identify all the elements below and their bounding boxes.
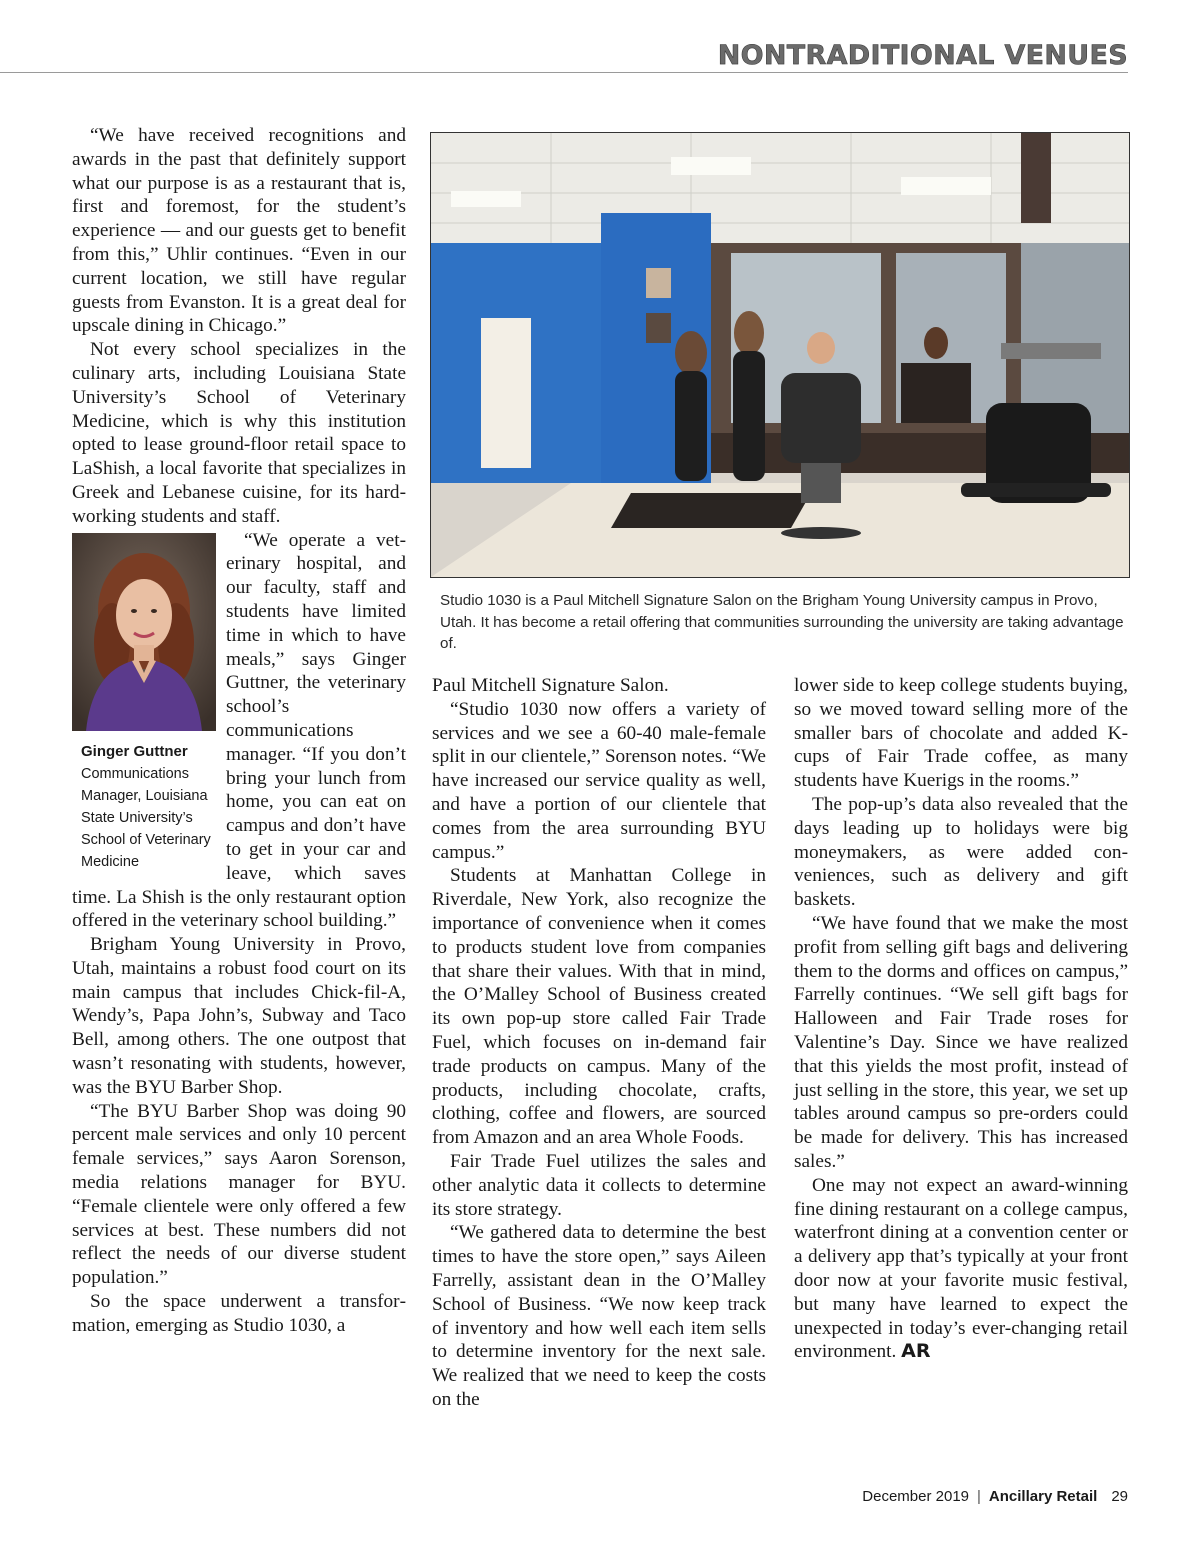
issue-date: December 2019	[862, 1488, 970, 1505]
paragraph: “We operate a veterinary hospital, and our faculty, staff and students have limited time in which to have meals,” says Ginger Guttner, the veterinary school’s communications manager. “If you don’t bring your lunch from home, you can eat on campus and don’t have to get in your car and leave, which saves time. La Shish is the only restaurant option offered in the veterinary school building.”	[72, 529, 406, 932]
portrait-sidebar	[72, 533, 216, 873]
portrait-photo	[72, 533, 216, 731]
paragraph: So the space underwent a transformation, emerging as Studio 1030, a	[72, 1291, 406, 1336]
salon-photo	[430, 132, 1130, 578]
paragraph: “We have found that we make the most profit from selling gift bags and delivering them to the dorms and offices on campus,” Farrelly continues. “We sell gift bags for Halloween and Fair Trade roses for Valentine’s Day. Since we have realized that this yields the most profit, instead of just selling in the store, this year, we set up tables around campus so pre-orders could be made for delivery. This has increased sales.”	[794, 912, 1128, 1172]
page-number: 29	[1111, 1488, 1128, 1505]
footer-separator: |	[977, 1488, 981, 1505]
paragraph: lower side to keep college students buying, so we moved toward selling more of the smaller bars of chocolate and added K-cups of Fair Trade coffee, as many students have Kuerigs in the rooms.”	[794, 675, 1128, 792]
paragraph: The pop-up’s data also revealed that the days leading up to holidays were big moneymakers, as were added conveniences, such as delivery and gift baskets.	[794, 793, 1128, 911]
paragraph: Paul Mitchell Signature Salon.	[432, 675, 669, 696]
portrait-role: Communications Manager, Louisiana State University’s School of Veterinary Medicine	[81, 765, 211, 870]
paragraph: “Studio 1030 now offers a variety of services and we see a 60-40 male-female split in our clientele,” Sorenson notes. “We have increased our service quality as well, and have a portion of our clientele that comes from the area surrounding BYU campus.”	[432, 698, 766, 863]
page-footer	[862, 1488, 1128, 1505]
paragraph: Brigham Young University in Provo, Utah, maintains a robust food court on its main campus that includes Chick-fil-A, Wendy’s, Papa John’s, Subway and Taco Bell, among others. The one outpost that wasn’t resonating with students, however, was the BYU Barber Shop.	[72, 934, 406, 1098]
paragraph: “We gathered data to determine the best times to have the store open,” says Aileen Farrelly, assistant dean in the O’Malley School of Business. “We now keep track of inventory and how well each item sells to determine inventory for the next sale. We realized that we need to keep the costs on the	[432, 1222, 766, 1410]
header-rule	[0, 72, 1128, 73]
article-column-2	[432, 674, 766, 1412]
paragraph: Fair Trade Fuel utilizes the sales and other analytic data it collects to determine its store strategy.	[432, 1150, 766, 1220]
paragraph: “We have received recognitions and awards in the past that definitely support what our purpose is as a restaurant that is, first and foremost, for the student’s experience — and our guests get to benefit from this,” Uhlir continues. “Even in our current location, we still have regular guests from Evanston. It is a great deal for upscale dining in Chicago.”	[72, 125, 406, 337]
article-column-3	[794, 674, 1128, 1364]
paragraph-text: One may not expect an award-winning fine dining restaurant on a college campus, waterfront dining at a convention center or a delivery app that’s typically at your front door now at your favorite music festival, but many have learned to expect the unexpected in today’s ever-changing retail environment.	[794, 1174, 1128, 1363]
portrait-name: Ginger Guttner	[81, 742, 188, 760]
article-column-1	[72, 124, 406, 1338]
photo-caption: Studio 1030 is a Paul Mitchell Signature Salon on the Brigham Young University campus in Provo, Utah. It has become a retail offering that communities surrounding the university are taking advantage of.	[440, 592, 1124, 652]
paragraph: “The BYU Barber Shop was doing 90 percent male services and only 10 percent female services,” says Aaron Sorenson, media relations manager for BYU. “Female clientele were only offered a few services at best. These numbers did not reflect the needs of our diverse student population.”	[72, 1100, 406, 1289]
end-mark: AR	[901, 1340, 931, 1363]
paragraph: Not every school specializes in the culinary arts, including Louisiana State University’s School of Veterinary Medicine, which is why this institution opted to lease ground-floor retail space to LaShish, a local favorite that specializes in Greek and Lebanese cuisine, for its hard-working students and staff.	[72, 339, 406, 527]
paragraph: Students at Manhattan College in Riverdale, New York, also recognize the importance of convenience when it comes to products student love from companies that share their values. With that in mind, the O’Malley School of Business created its own pop-up store called Fair Trade Fuel, which focuses on in-demand fair trade products on campus. Many of the products, including chocolate, crafts, clothing, coffee and flowers, are sourced from Amazon and an area Whole Foods.	[432, 865, 766, 1149]
final-paragraph	[794, 1174, 1128, 1364]
section-title: NONTRADITIONAL VENUES	[717, 40, 1128, 71]
publication-name: Ancillary Retail	[988, 1488, 1098, 1505]
